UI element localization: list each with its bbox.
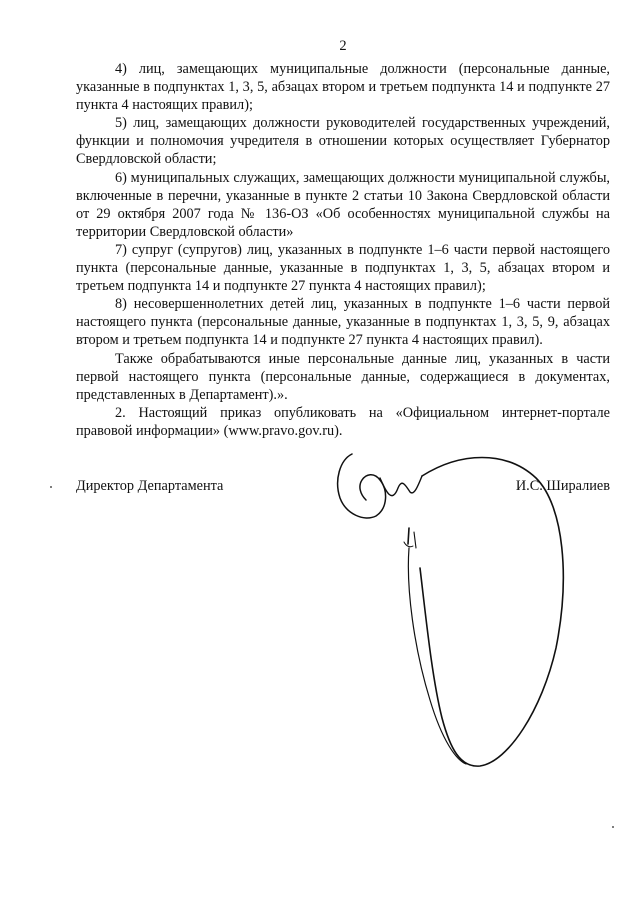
document-body <box>76 60 610 440</box>
paragraph-publication-order: 2. Настоящий приказ опубликовать на «Официальном интернет-портале правовой информации» (www.pravo.gov.ru). <box>76 404 610 439</box>
page-number: 2 <box>339 38 347 54</box>
signer-title: Директор Департамента <box>76 478 224 494</box>
paragraph-item-7: 7) супруг (супругов) лиц, указанных в подпункте 1–6 части первой настоящего пункта (персональные данные, указанные в подпунктах 1, 3, 5, абзацах втором и третьем подпункта 14 и подпункте 27 пункта 4 настоящих правил); <box>76 241 610 295</box>
paragraph-item-6: 6) муниципальных служащих, замещающих должности муниципальной службы, включенные в перечни, указанные в пункте 2 статьи 10 Закона Свердловской области от 29 октября 2007 года № 136-ОЗ «Об особенностях муниципальной службы на территории Свердловской области» <box>76 169 610 240</box>
handwritten-signature <box>330 448 580 788</box>
paragraph-item-8: 8) несовершеннолетних детей лиц, указанных в подпункте 1–6 части первой настоящего пункта (персональные данные, указанные в подпунктах 1, 3, 5, 9, абзацах втором и третьем подпункта 14 и подпункте 27 пункта 4 настоящих правил). <box>76 296 610 349</box>
scan-speck <box>612 826 614 828</box>
scan-speck <box>50 486 52 488</box>
signer-name: И.С. Ширалиев <box>515 478 610 494</box>
paragraph-item-4: 4) лиц, замещающих муниципальные должности (персональные данные, указанные в подпунктах 1, 3, 5, абзацах втором и третьем подпункта 14 и подпункте 27 пункта 4 настоящих правил); <box>76 61 610 114</box>
paragraph-item-5: 5) лиц, замещающих должности руководителей государственных учреждений, функции и полномочия учредителя в отношении которых осуществляет Губернатор Свердловской области; <box>76 115 610 168</box>
paragraph-additional-data: Также обрабатываются иные персональные данные лиц, указанных в части первой настоящего пункта (персональные данные, содержащиеся в документах, представленных в Департамент).». <box>76 350 610 403</box>
